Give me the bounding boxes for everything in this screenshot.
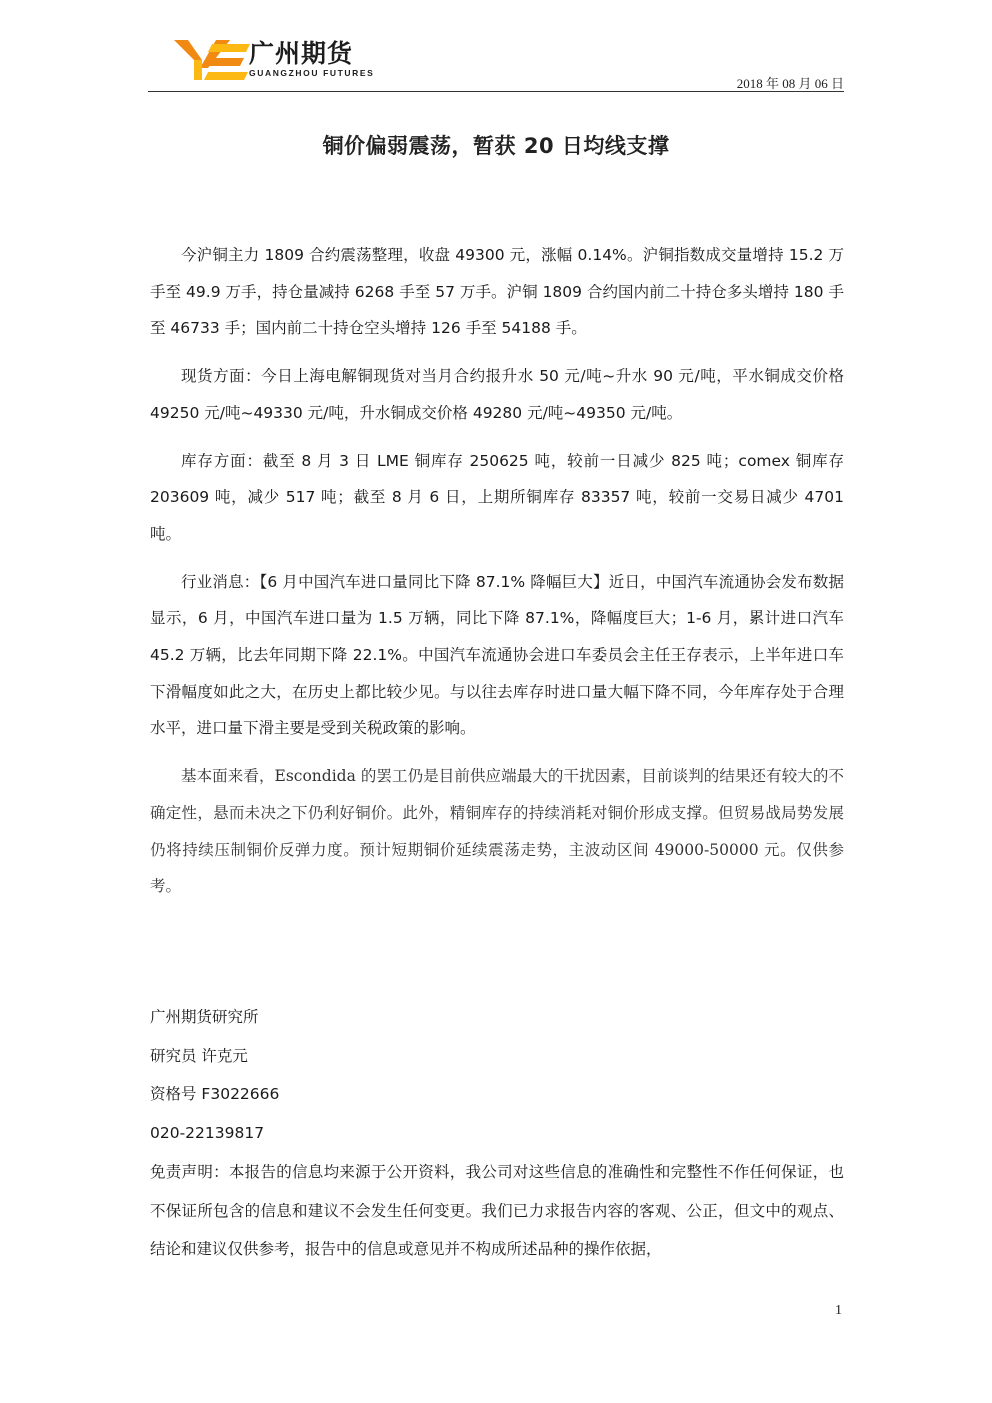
- license-number: 资格号 F3022666: [150, 1085, 280, 1104]
- brand-name-chinese: 广州期货: [249, 39, 354, 68]
- report-body: [150, 237, 844, 916]
- report-footer: [150, 998, 844, 1269]
- paragraph-industry-news: 行业消息：【6 月中国汽车进口量同比下降 87.1% 降幅巨大】近日，中国汽车流通协会发布数据显示，6 月，中国汽车进口量为 1.5 万辆，同比下降 87.1%，降幅度巨大；1-6 月，累计进口汽车 45.2 万辆，比去年同期下降 22.1%。中国汽车流通协会进口车委员会主任王存表示，上半年进口车下滑幅度如此之大，在历史上都比较少见。与以往去库存时进口量大幅下降不同，今年库存处于合理水平，进口量下滑主要是受到关税政策的影响。: [150, 572, 844, 738]
- paragraph-spot: 现货方面：今日上海电解铜现货对当月合约报升水 50 元/吨~升水 90 元/吨，平水铜成交价格 49250 元/吨~49330 元/吨，升水铜成交价格 49280 元/吨~49350 元/吨。: [150, 367, 844, 422]
- brand-name-english: GUANGZHOU FUTURES: [249, 68, 375, 78]
- paragraph-market-summary: 今沪铜主力 1809 合约震荡整理，收盘 49300 元，涨幅 0.14%。沪铜指数成交量增持 15.2 万手至 49.9 万手，持仓量减持 6268 手至 57 万手。沪铜 1809 合约国内前二十持仓多头增持 180 手至 46733 手；国内前二十持仓空头增持 126 手至 54188 手。: [150, 246, 844, 338]
- paragraph-inventory: 库存方面：截至 8 月 3 日 LME 铜库存 250625 吨，较前一日减少 825 吨；comex 铜库存 203609 吨，减少 517 吨；截至 8 月 6 日，上期所铜库存 83357 吨，较前一交易日减少 4701 吨。: [150, 451, 844, 543]
- disclaimer-text: 免责声明：本报告的信息均来源于公开资料，我公司对这些信息的准确性和完整性不作任何保证，也不保证所包含的信息和建议不会发生任何变更。我们已力求报告内容的客观、公正，但文中的观点、结论和建议仅供参考，报告中的信息或意见并不构成所述品种的操作依据，: [150, 1162, 844, 1259]
- phone-number: 020-22139817: [150, 1124, 265, 1143]
- institute-name: 广州期货研究所: [150, 1008, 259, 1026]
- report-title: 铜价偏弱震荡，暂获 20 日均线支撑: [322, 134, 670, 158]
- guangzhou-futures-logo-icon: [172, 38, 252, 82]
- report-date: 2018 年 08 月 06 日: [736, 76, 844, 91]
- page-header: [0, 0, 992, 100]
- researcher-name: 研究员 许克元: [150, 1046, 248, 1065]
- header-divider: [148, 91, 844, 92]
- page-number: 1: [835, 1303, 842, 1318]
- paragraph-fundamentals: 基本面来看，Escondida 的罢工仍是目前供应端最大的干扰因素，目前谈判的结果还有较大的不确定性，悬而未决之下仍利好铜价。此外，精铜库存的持续消耗对铜价形成支撑。但贸易战局势发展仍将持续压制铜价反弹力度。预计短期铜价延续震荡走势，主波动区间 49000-50000 元。仅供参考。: [150, 767, 844, 896]
